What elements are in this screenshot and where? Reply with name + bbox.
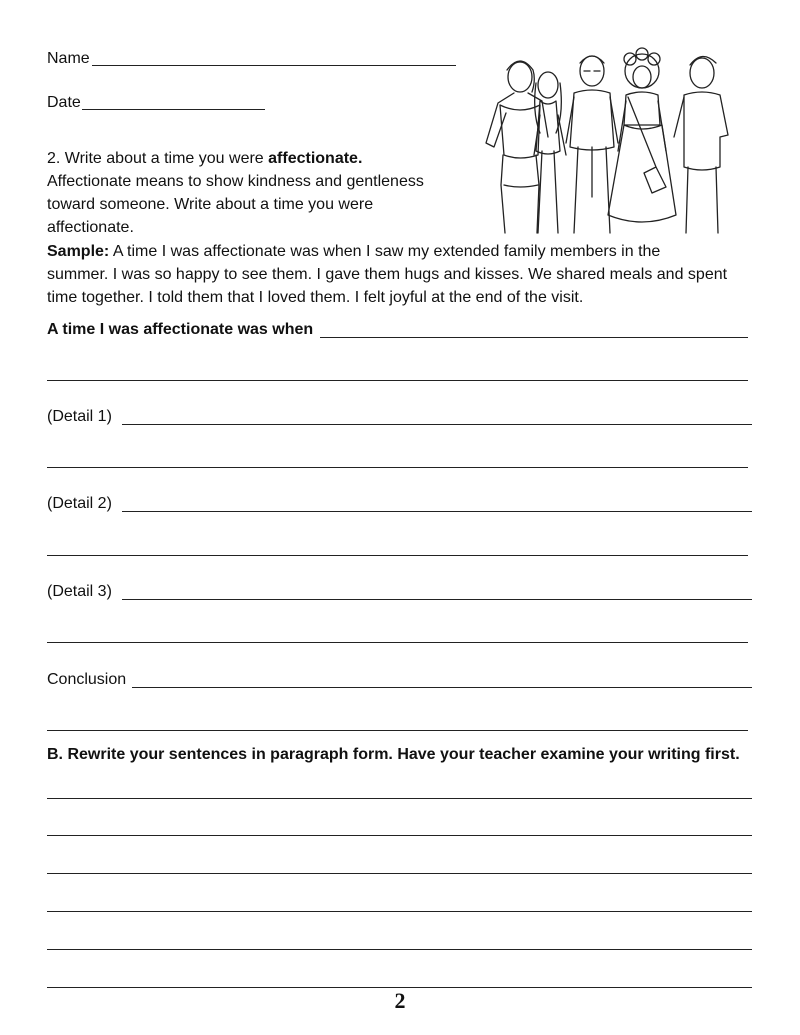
- conclusion-field[interactable]: [132, 687, 752, 688]
- detail-1-field[interactable]: [122, 424, 752, 425]
- detail-1-label: (Detail 1): [47, 408, 112, 425]
- section-b-instruction: B. Rewrite your sentences in paragraph form. Have your teacher examine your writing first.: [47, 746, 740, 763]
- person-5-figure: [674, 56, 728, 233]
- conclusion-continuation-line[interactable]: [47, 730, 748, 731]
- detail-2-field[interactable]: [122, 511, 752, 512]
- date-field[interactable]: [82, 109, 265, 110]
- sample-line-3: time together. I told them that I loved them. I felt joyful at the end of the visit.: [47, 289, 584, 306]
- question-definition-line-2: toward someone. Write about a time you were: [47, 196, 374, 213]
- paragraph-writing-line[interactable]: [47, 873, 752, 874]
- opening-sentence-field[interactable]: [320, 337, 748, 338]
- paragraph-writing-line[interactable]: [47, 835, 752, 836]
- sample-line-2: summer. I was so happy to see them. I gave them hugs and kisses. We shared meals and spent: [47, 266, 728, 283]
- question-keyword: affectionate.: [268, 150, 363, 167]
- detail-2-continuation-line[interactable]: [47, 555, 748, 556]
- detail-3-field[interactable]: [122, 599, 752, 600]
- person-3-figure: [566, 56, 618, 233]
- question-prompt: [47, 147, 467, 239]
- person-4-figure: [608, 48, 676, 222]
- sample-label: Sample:: [47, 243, 110, 260]
- person-2-figure: [534, 72, 566, 233]
- sample-paragraph: [47, 240, 767, 309]
- detail-1-continuation-line[interactable]: [47, 467, 748, 468]
- sample-line-1: A time I was affectionate was when I saw my extended family members in the: [109, 243, 661, 260]
- name-label: Name: [47, 50, 90, 67]
- page-number: 2: [394, 988, 406, 1013]
- detail-3-continuation-line[interactable]: [47, 642, 748, 643]
- conclusion-label: Conclusion: [47, 671, 127, 688]
- question-definition-line-3: affectionate.: [47, 219, 134, 236]
- paragraph-writing-line[interactable]: [47, 798, 752, 799]
- opening-sentence-label: A time I was affectionate was when: [47, 321, 314, 338]
- paragraph-writing-line[interactable]: [47, 911, 752, 912]
- question-definition-line-1: Affectionate means to show kindness and gentleness: [47, 173, 424, 190]
- question-prefix: 2. Write about a time you were: [47, 150, 269, 167]
- name-field[interactable]: [92, 65, 456, 66]
- group-of-friends-illustration: [470, 45, 750, 235]
- detail-2-label: (Detail 2): [47, 495, 112, 512]
- date-label: Date: [47, 94, 81, 111]
- paragraph-writing-line[interactable]: [47, 949, 752, 950]
- opening-sentence-continuation-line[interactable]: [47, 380, 748, 381]
- detail-3-label: (Detail 3): [47, 583, 112, 600]
